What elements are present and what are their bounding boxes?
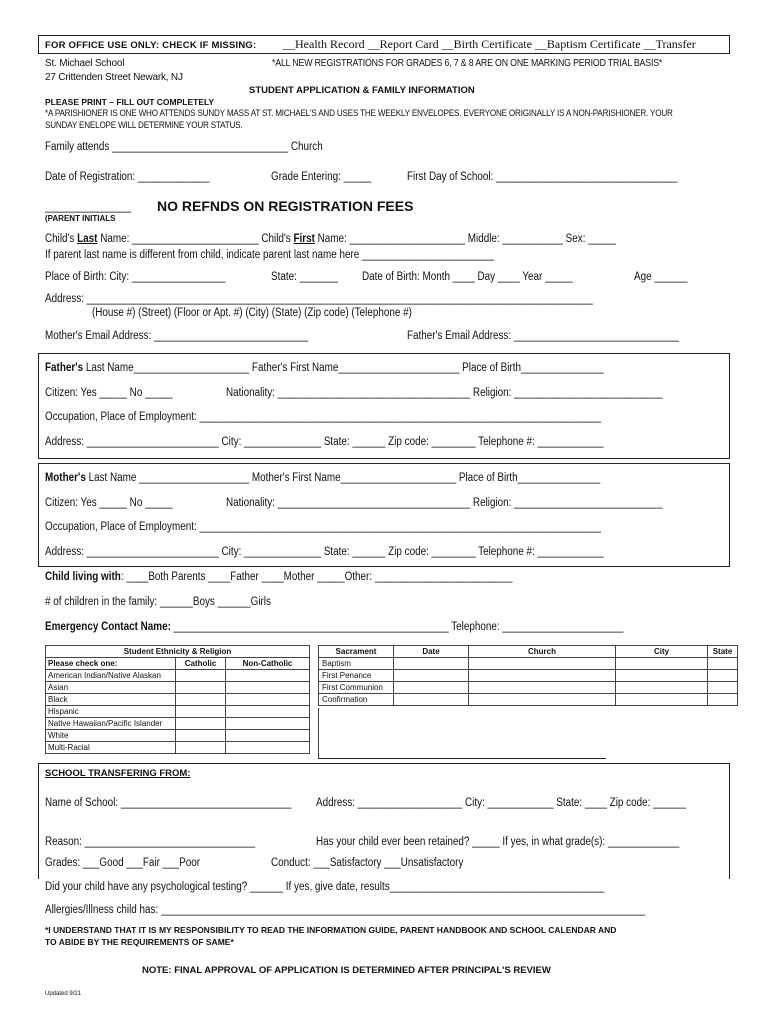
city-cell[interactable]	[616, 694, 708, 706]
sacrament-frame-bottom	[318, 758, 606, 759]
living-with-label: Child living with	[45, 571, 121, 583]
sacrament-header: Sacrament	[319, 646, 394, 658]
ethnicity-header-check: Please check one:	[46, 658, 176, 670]
father-label: Father's	[45, 362, 84, 374]
transfer-title: SCHOOL TRANSFERING FROM:	[45, 768, 191, 779]
state-header: State	[708, 646, 738, 658]
father-email-field[interactable]: Father's Email Address: ______________________________	[407, 330, 679, 342]
mother-nationality-field[interactable]: Nationality: ___________________________________ Religion: ___________________________	[226, 497, 663, 509]
child-last-emph: Last	[77, 233, 98, 245]
noncatholic-checkbox[interactable]	[226, 682, 310, 694]
father-address-field[interactable]: Address: ________________________ City: ______________ State: ______ Zip code: ________ Telephone #: ____________	[45, 436, 604, 448]
table-row	[46, 730, 310, 742]
catholic-checkbox[interactable]	[176, 682, 226, 694]
psych-testing-field[interactable]: Did your child have any psychological testing? ______ If yes, give date, results_______________________________________	[45, 881, 605, 893]
table-row	[319, 682, 738, 694]
print-note: PLEASE PRINT – FILL OUT COMPLETELY	[45, 97, 215, 107]
living-with-options: : ____Both Parents ____Father ____Mother _____Other: _________________________	[120, 571, 513, 583]
understand-note-2: TO ABIDE BY THE REQUIREMENTS OF SAME*	[45, 937, 234, 947]
ethnicity-title: Student Ethnicity & Religion	[46, 646, 310, 658]
conduct-field[interactable]: Conduct: ___Satisfactory ___Unsatisfactory	[271, 857, 464, 869]
date-header: Date	[394, 646, 469, 658]
date-cell[interactable]	[394, 670, 469, 682]
sacrament-label: Baptism	[319, 658, 394, 670]
noncatholic-checkbox[interactable]	[226, 706, 310, 718]
father-citizen-field[interactable]: Citizen: Yes _____ No _____	[45, 387, 173, 399]
family-attends-field[interactable]: Family attends ________________________________ Church	[45, 141, 323, 153]
ethnicity-header-noncatholic: Non-Catholic	[226, 658, 310, 670]
office-use-items: __Health Record __Report Card __Birth Certificate __Baptism Certificate __Transfer	[283, 37, 696, 51]
catholic-checkbox[interactable]	[176, 718, 226, 730]
place-of-birth-field[interactable]: Place of Birth: City: _________________	[45, 271, 226, 283]
mother-citizen-field[interactable]: Citizen: Yes _____ No _____	[45, 497, 173, 509]
church-cell[interactable]	[469, 682, 616, 694]
date-cell[interactable]	[394, 682, 469, 694]
no-refunds-heading: NO REFNDS ON REGISTRATION FEES	[157, 198, 414, 214]
address-parts-labels: (House #) (Street) (Floor or Apt. #) (City) (State) (Zip code) (Telephone #)	[92, 307, 412, 319]
grade-entering-field[interactable]: Grade Entering: _____	[271, 171, 372, 183]
father-nationality-field[interactable]: Nationality: ___________________________________ Religion: ___________________________	[226, 387, 663, 399]
table-row	[46, 682, 310, 694]
ethnicity-label: White	[46, 730, 176, 742]
noncatholic-checkbox[interactable]	[226, 742, 310, 754]
noncatholic-checkbox[interactable]	[226, 730, 310, 742]
updated-date: Updated 9/21	[45, 991, 82, 997]
child-last-post: Name: _______________________ Child's	[97, 233, 294, 245]
city-cell[interactable]	[616, 682, 708, 694]
age-field[interactable]: Age ______	[634, 271, 688, 283]
state-cell[interactable]	[708, 682, 738, 694]
date-registration-field[interactable]: Date of Registration: _____________	[45, 171, 210, 183]
ethnicity-title-row	[46, 646, 310, 658]
state-field[interactable]: State: _______	[271, 271, 339, 283]
final-approval-note: NOTE: FINAL APPROVAL OF APPLICATION IS DETERMINED AFTER PRINCIPAL'S REVIEW	[142, 965, 551, 976]
noncatholic-checkbox[interactable]	[226, 718, 310, 730]
state-cell[interactable]	[708, 658, 738, 670]
city-header: City	[616, 646, 708, 658]
sacrament-label: First Penance	[319, 670, 394, 682]
church-cell[interactable]	[469, 670, 616, 682]
child-first-emph: First	[293, 233, 315, 245]
catholic-checkbox[interactable]	[176, 706, 226, 718]
child-address-field[interactable]: Address: ____________________________________________________________________________________________	[45, 293, 593, 305]
parent-initials-label: (PARENT INITIALS	[45, 214, 116, 223]
school-address: 27 Crittenden Street Newark, NJ	[45, 72, 183, 83]
church-cell[interactable]	[469, 658, 616, 670]
table-row	[319, 694, 738, 706]
child-first-post: Name: _____________________ Middle: ___________ Sex: _____	[314, 233, 616, 245]
parishioner-note-1: *A PARISHIONER IS ONE WHO ATTENDS SUNDY MASS AT ST. MICHAEL'S AND USES THE WEEKLY ENVELOPES. EVERYONE ORIGINALLY IS A NON-PARISHIONER. YOUR	[45, 108, 673, 118]
mother-email-field[interactable]: Mother's Email Address: ____________________________	[45, 330, 309, 342]
mother-names: Last Name ____________________ Mother's First Name_____________________ Place of Birth_______________	[85, 472, 601, 484]
children-count-field[interactable]: # of children in the family: ______Boys ______Girls	[45, 596, 271, 608]
table-row	[46, 694, 310, 706]
emergency-label: Emergency Contact Name:	[45, 621, 171, 633]
table-row	[46, 718, 310, 730]
transfer-address-field[interactable]: Address: ___________________ City: ____________ State: ____ Zip code: ______	[316, 797, 687, 809]
noncatholic-checkbox[interactable]	[226, 694, 310, 706]
transfer-reason-field[interactable]: Reason: _______________________________	[45, 836, 256, 848]
ethnicity-label: Asian	[46, 682, 176, 694]
table-row	[46, 742, 310, 754]
catholic-checkbox[interactable]	[176, 670, 226, 682]
mother-occupation-field[interactable]: Occupation, Place of Employment: _________________________________________________________________________	[45, 521, 602, 533]
allergies-field[interactable]: Allergies/Illness child has: ________________________________________________________________________________________	[45, 904, 646, 916]
sacrament-table	[318, 645, 738, 706]
understand-note-1: *I UNDERSTAND THAT IT IS MY RESPONSIBILITY TO READ THE INFORMATION GUIDE, PARENT HANDBOOK AND SCHOOL CALENDAR AND	[45, 925, 617, 935]
grades-field[interactable]: Grades: ___Good ___Fair ___Poor	[45, 857, 201, 869]
school-name: St. Michael School	[45, 58, 125, 69]
emergency-fields: __________________________________________________ Telephone: ______________________	[170, 621, 624, 633]
child-name-row[interactable]	[45, 233, 616, 245]
table-row	[319, 658, 738, 670]
table-row	[319, 670, 738, 682]
form-title: STUDENT APPLICATION & FAMILY INFORMATION	[249, 85, 475, 96]
dob-field[interactable]: Date of Birth: Month ____ Day ____ Year _____	[362, 271, 573, 283]
retained-field[interactable]: Has your child ever been retained? _____ If yes, in what grade(s): _____________	[316, 836, 680, 848]
catholic-checkbox[interactable]	[176, 742, 226, 754]
church-cell[interactable]	[469, 694, 616, 706]
date-cell[interactable]	[394, 694, 469, 706]
father-names-row[interactable]	[45, 362, 604, 374]
catholic-checkbox[interactable]	[176, 694, 226, 706]
parent-last-name-field[interactable]: If parent last name is different from child, indicate parent last name here ________________________	[45, 249, 495, 261]
catholic-checkbox[interactable]	[176, 730, 226, 742]
first-day-field[interactable]: First Day of School: _________________________________	[407, 171, 678, 183]
ethnicity-label: Black	[46, 694, 176, 706]
father-names: Last Name_____________________ Father's First Name______________________ Place of Birth_______________	[83, 362, 604, 374]
ethnicity-label: American Indian/Native Alaskan	[46, 670, 176, 682]
mother-label: Mother's	[45, 472, 86, 484]
city-cell[interactable]	[616, 670, 708, 682]
ethnicity-header-row	[46, 658, 310, 670]
table-row	[46, 670, 310, 682]
ethnicity-header-catholic: Catholic	[176, 658, 226, 670]
mother-address-field[interactable]: Address: ________________________ City: ______________ State: ______ Zip code: ________ Telephone #: ____________	[45, 546, 604, 558]
initials-line[interactable]: _______________	[45, 199, 132, 213]
table-row	[46, 706, 310, 718]
church-header: Church	[469, 646, 616, 658]
parishioner-note-2: SUNDAY ENELOPE WILL DETERMINE YOUR STATUS.	[45, 120, 243, 130]
city-cell[interactable]	[616, 658, 708, 670]
noncatholic-checkbox[interactable]	[226, 670, 310, 682]
sacrament-label: First Communion	[319, 682, 394, 694]
ethnicity-table	[45, 645, 310, 754]
emergency-contact-row[interactable]	[45, 621, 623, 633]
sacrament-header-row	[319, 646, 738, 658]
trial-notice: *ALL NEW REGISTRATIONS FOR GRADES 6, 7 & 8 ARE ON ONE MARKING PERIOD TRIAL BASIS*	[272, 58, 663, 69]
ethnicity-label: Hispanic	[46, 706, 176, 718]
sacrament-label: Confirmation	[319, 694, 394, 706]
office-use-label: FOR OFFICE USE ONLY: CHECK IF MISSING:	[45, 40, 257, 51]
ethnicity-label: Multi-Racial	[46, 742, 176, 754]
child-last-pre: Child's	[45, 233, 78, 245]
date-cell[interactable]	[394, 658, 469, 670]
state-cell[interactable]	[708, 694, 738, 706]
state-cell[interactable]	[708, 670, 738, 682]
living-with-row[interactable]	[45, 571, 512, 583]
transfer-school-name-field[interactable]: Name of School: _______________________________	[45, 797, 292, 809]
mother-names-row[interactable]	[45, 472, 600, 484]
ethnicity-label: Native Hawaiian/Pacific Islander	[46, 718, 176, 730]
sacrament-frame-left	[318, 708, 319, 758]
father-occupation-field[interactable]: Occupation, Place of Employment: _________________________________________________________________________	[45, 411, 602, 423]
